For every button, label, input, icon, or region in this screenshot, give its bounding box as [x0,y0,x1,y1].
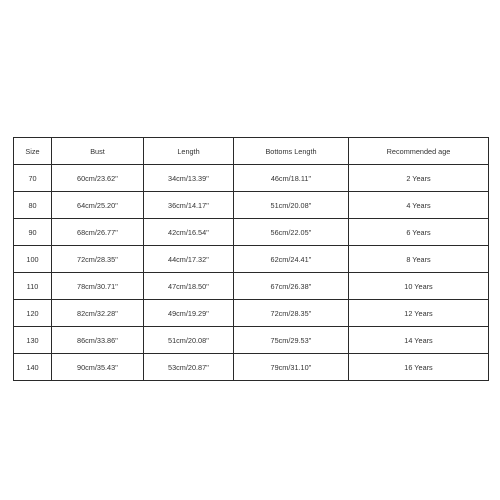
header-bottoms-length: Bottoms Length [234,138,349,165]
cell-size: 110 [14,273,52,300]
cell-bust: 68cm/26.77'' [52,219,144,246]
table-row [14,327,489,354]
cell-length: 49cm/19.29'' [144,300,234,327]
cell-bust: 78cm/30.71'' [52,273,144,300]
cell-bust: 60cm/23.62'' [52,165,144,192]
cell-bust: 86cm/33.86'' [52,327,144,354]
cell-bottoms-length: 56cm/22.05'' [234,219,349,246]
cell-length: 53cm/20.87'' [144,354,234,381]
cell-size: 120 [14,300,52,327]
cell-bottoms-length: 72cm/28.35'' [234,300,349,327]
header-bust: Bust [52,138,144,165]
cell-recommended-age: 2 Years [349,165,489,192]
cell-bottoms-length: 75cm/29.53'' [234,327,349,354]
table-row [14,273,489,300]
cell-length: 47cm/18.50'' [144,273,234,300]
cell-recommended-age: 16 Years [349,354,489,381]
cell-recommended-age: 8 Years [349,246,489,273]
size-chart-table [13,137,489,381]
table-row [14,165,489,192]
cell-bottoms-length: 51cm/20.08'' [234,192,349,219]
cell-recommended-age: 6 Years [349,219,489,246]
table-row [14,246,489,273]
cell-size: 70 [14,165,52,192]
cell-size: 80 [14,192,52,219]
cell-bottoms-length: 46cm/18.11'' [234,165,349,192]
table-row [14,192,489,219]
cell-bust: 72cm/28.35'' [52,246,144,273]
cell-length: 42cm/16.54'' [144,219,234,246]
table-row [14,300,489,327]
cell-bottoms-length: 67cm/26.38'' [234,273,349,300]
cell-length: 36cm/14.17'' [144,192,234,219]
header-size: Size [14,138,52,165]
cell-size: 90 [14,219,52,246]
table-row [14,219,489,246]
cell-length: 51cm/20.08'' [144,327,234,354]
table-row [14,354,489,381]
cell-bottoms-length: 62cm/24.41'' [234,246,349,273]
cell-recommended-age: 10 Years [349,273,489,300]
cell-length: 44cm/17.32'' [144,246,234,273]
cell-length: 34cm/13.39'' [144,165,234,192]
cell-recommended-age: 4 Years [349,192,489,219]
cell-recommended-age: 14 Years [349,327,489,354]
table-header-row [14,138,489,165]
cell-size: 130 [14,327,52,354]
cell-recommended-age: 12 Years [349,300,489,327]
cell-bust: 90cm/35.43'' [52,354,144,381]
header-recommended-age: Recommended age [349,138,489,165]
header-length: Length [144,138,234,165]
cell-size: 100 [14,246,52,273]
cell-bottoms-length: 79cm/31.10'' [234,354,349,381]
cell-bust: 64cm/25.20'' [52,192,144,219]
cell-bust: 82cm/32.28'' [52,300,144,327]
cell-size: 140 [14,354,52,381]
